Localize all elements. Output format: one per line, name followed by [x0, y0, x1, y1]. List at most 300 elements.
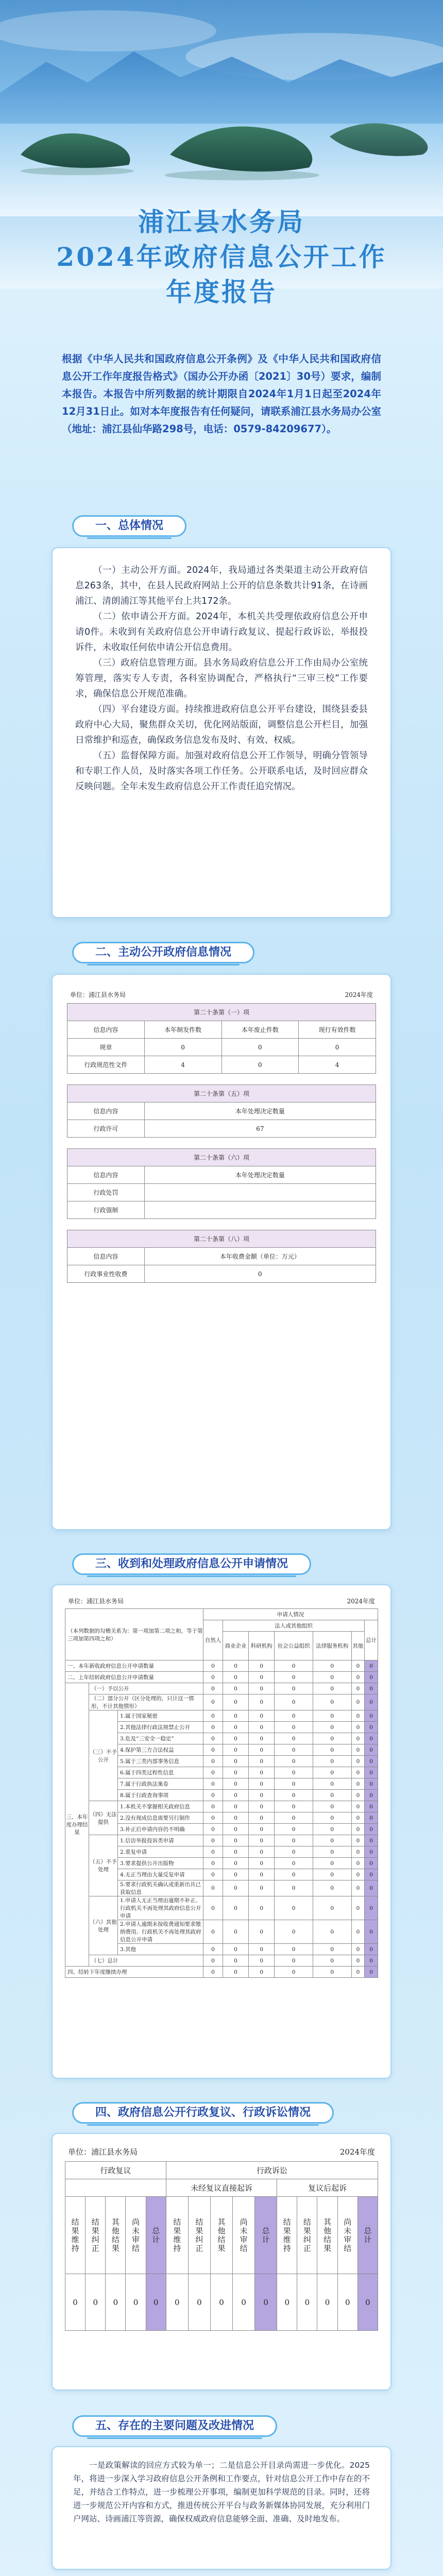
column-header: 本年处理决定数量 [144, 1166, 376, 1184]
table-cell: 0 [223, 1944, 248, 1955]
active-disclosure-card [52, 974, 391, 1530]
table-cell: 0 [365, 1812, 378, 1824]
active-disclosure-table [67, 1003, 376, 1283]
table-cell: 0 [275, 1858, 313, 1869]
table-cell: 0 [365, 1733, 378, 1744]
problems-text: 一是政策解读的回应方式较为单一；二是信息公开目录尚需进一步优化。2025年，将进一步深入学习政府信息公开条例和工作要点，针对信息公开工作中存在的不足，并结合工作特点，进一步梳理公开事项，编制更加科学规范的目录。同时，还将进一步规范公开内容和方式，推进传统公开平台与政务新媒体协同发展，充分利用门户网站、诗画浦江等资源，确保权威政府信息能够全面、准确、及时地发布。 [73, 2461, 370, 2523]
column-header: 尚未审结 [126, 2197, 146, 2274]
table-cell: 0 [249, 1812, 275, 1824]
table-cell: 0 [203, 1869, 223, 1880]
table-cell: 0 [275, 1967, 313, 1978]
row-label: 四、结转下年度继续办理 [65, 1967, 203, 1978]
table-cell: 0 [203, 1733, 223, 1744]
overview-card [52, 547, 391, 918]
table-cell: 0 [365, 1967, 378, 1978]
table-cell: 0 [351, 1710, 365, 1722]
column-group-header: 行政复议 [65, 2162, 166, 2179]
table-cell: 0 [365, 1920, 378, 1944]
column-header: 信息内容 [67, 1103, 145, 1120]
report-title-line2: 2024年政府信息公开工作 [56, 242, 387, 272]
table-cell: 0 [223, 1733, 248, 1744]
table-cell: 0 [223, 1801, 248, 1812]
table-row [65, 1683, 378, 1694]
column-header: 结果维持 [277, 2197, 297, 2274]
table-cell: 0 [275, 1869, 313, 1880]
table-cell: 0 [351, 1672, 365, 1683]
table-cell: 0 [351, 1896, 365, 1920]
report-title-line3: 年度报告 [166, 277, 277, 307]
table-cell: 0 [65, 2274, 86, 2331]
table-meta [65, 1597, 378, 1605]
table-cell: 0 [275, 1846, 313, 1858]
table-cell: 0 [275, 1896, 313, 1920]
table-cell: 0 [203, 1778, 223, 1790]
table-cell: 4 [299, 1056, 376, 1074]
table-cell: 67 [144, 1120, 376, 1138]
column-header: 其他结果 [317, 2197, 337, 2274]
table-cell: 0 [351, 1790, 365, 1801]
table-cell [144, 1184, 376, 1201]
overview-text [75, 563, 368, 794]
table-cell: 0 [144, 1265, 376, 1283]
table-cell: 0 [223, 1660, 248, 1672]
table-cell: 0 [249, 1672, 275, 1683]
row-label: 行政强制 [67, 1201, 145, 1219]
table-cell: 0 [223, 1744, 248, 1756]
row-label: 3.要求提供公开出版物 [118, 1858, 203, 1869]
table-row [65, 1694, 378, 1710]
table-cell: 0 [365, 1880, 378, 1896]
table-cell: 0 [313, 1790, 351, 1801]
row-label: 6.属于四类过程性信息 [118, 1767, 203, 1778]
table-meta [65, 2146, 378, 2157]
table-row [65, 1896, 378, 1920]
column-group-header: 未经复议直接起诉 [166, 2179, 277, 2197]
table-subheader: 第二十条第（五）项 [67, 1085, 376, 1103]
table-cell: 0 [313, 1880, 351, 1896]
table-cell: 0 [275, 1694, 313, 1710]
row-label: （七）总计 [89, 1955, 203, 1967]
table-cell: 0 [146, 2274, 166, 2331]
table-cell: 0 [275, 1683, 313, 1694]
table-cell: 0 [249, 1801, 275, 1812]
row-subgroup-label: （五）不予处理 [89, 1835, 118, 1896]
table-cell: 0 [223, 1955, 248, 1967]
table-cell: 0 [365, 1694, 378, 1710]
column-header: 总计 [365, 1620, 378, 1660]
table-cell: 0 [299, 1039, 376, 1056]
table-cell: 0 [313, 1756, 351, 1767]
section-title-review-lawsuit: 四、政府信息公开行政复议、行政诉讼情况 [72, 2102, 334, 2124]
applications-card [52, 1584, 391, 2079]
applications-table [65, 1608, 378, 1978]
table-cell: 0 [126, 2274, 146, 2331]
overview-paragraph: （四）平台建设方面。持续推进政府信息公开平台建设，围绕县委县政府中心大局，聚焦群众关切，优化网站版面，调整信息公开栏目，加强日常维护和巡查，确保政务信息发布及时、有效、权威。 [75, 704, 368, 745]
table-cell: 0 [275, 1812, 313, 1824]
table-cell: 0 [223, 1790, 248, 1801]
table-cell: 0 [249, 1694, 275, 1710]
overview-paragraph: （五）监督保障方面。加强对政府信息公开工作领导，明确分管领导和专职工作人员，及时落实各项工作任务。公开联系电话，及时回应群众反映问题。全年未发生政府信息公开工作责任追究情况。 [75, 751, 368, 792]
row-label: 1.信访举报投诉类申请 [118, 1835, 203, 1846]
table-cell: 0 [351, 1756, 365, 1767]
table-cell: 0 [351, 1801, 365, 1812]
row-label: 行政事业性收费 [67, 1265, 145, 1283]
section-title-problems: 五、存在的主要问题及改进情况 [72, 2415, 277, 2437]
table-cell: 0 [275, 1778, 313, 1790]
table-cell: 0 [249, 1744, 275, 1756]
table-cell: 0 [275, 1672, 313, 1683]
table-cell: 0 [365, 1722, 378, 1733]
column-header: 总计 [357, 2197, 378, 2274]
table-cell: 0 [313, 1778, 351, 1790]
table-cell: 0 [249, 1767, 275, 1778]
table-row [65, 1835, 378, 1846]
table-cell: 0 [203, 1846, 223, 1858]
table-cell: 0 [275, 1722, 313, 1733]
table-cell: 0 [351, 1683, 365, 1694]
table-cell: 0 [223, 1756, 248, 1767]
column-header: 信息内容 [67, 1166, 145, 1184]
table-cell: 0 [255, 2274, 277, 2331]
row-label: 一、本年新收政府信息公开申请数量 [65, 1660, 203, 1672]
table-row [65, 1660, 378, 1672]
table-cell: 0 [223, 1846, 248, 1858]
table-cell: 0 [313, 1694, 351, 1710]
table-cell: 0 [313, 1920, 351, 1944]
table-cell: 0 [203, 1955, 223, 1967]
table-cell: 0 [203, 1694, 223, 1710]
table-cell: 0 [203, 1944, 223, 1955]
column-header: 现行有效件数 [299, 1021, 376, 1039]
row-subgroup-label: （四）无法提供 [89, 1801, 118, 1835]
table-cell: 0 [222, 1056, 299, 1074]
table-cell: 0 [223, 1694, 248, 1710]
row-label: 1.本机关不掌握相关政府信息 [118, 1801, 203, 1812]
unit-label: 单位：浦江县水务局 [70, 991, 126, 998]
table-cell: 0 [223, 1767, 248, 1778]
table-cell: 0 [203, 1896, 223, 1920]
table-cell: 0 [365, 1756, 378, 1767]
table-cell: 0 [203, 1744, 223, 1756]
table-cell: 0 [249, 1858, 275, 1869]
table-cell: 0 [86, 2274, 106, 2331]
table-cell: 0 [351, 1722, 365, 1733]
row-label: 行政许可 [67, 1120, 145, 1138]
table-cell: 0 [203, 1790, 223, 1801]
row-label: 2.申请人逾期未按收费通知要求缴纳费用、行政机关不再处理其政府信息公开申请 [118, 1920, 203, 1944]
table-spacer [67, 1219, 376, 1230]
table-cell: 0 [249, 1967, 275, 1978]
table-cell: 0 [275, 1733, 313, 1744]
table-cell: 0 [223, 1812, 248, 1824]
table-cell: 0 [313, 1824, 351, 1835]
table-cell: 0 [365, 1660, 378, 1672]
column-group-header: 复议后起诉 [277, 2179, 378, 2197]
row-group-label: 三、本年度办理结果 [65, 1683, 89, 1967]
table-meta [67, 990, 376, 999]
table-cell: 0 [351, 1744, 365, 1756]
table-cell: 0 [249, 1790, 275, 1801]
table-cell [144, 1201, 376, 1219]
table-cell: 0 [275, 1835, 313, 1846]
table-cell: 0 [365, 1683, 378, 1694]
table-cell: 0 [223, 1835, 248, 1846]
table-cell: 0 [313, 1846, 351, 1858]
table-cell: 0 [203, 1756, 223, 1767]
column-group-header: 申请人情况 [203, 1609, 378, 1620]
table-cell: 0 [297, 2274, 317, 2331]
year-label: 2024年度 [345, 991, 373, 998]
row-label: 2.其他法律行政法规禁止公开 [118, 1722, 203, 1733]
row-label: 4.保护第三方合法权益 [118, 1744, 203, 1756]
table-cell: 0 [223, 1710, 248, 1722]
table-cell: 0 [313, 1967, 351, 1978]
column-header: 商业企业 [223, 1632, 248, 1660]
table-cell: 0 [313, 1812, 351, 1824]
table-subheader: 第二十条第（一）项 [67, 1004, 376, 1021]
table-cell: 0 [357, 2274, 378, 2331]
table-cell: 0 [203, 1672, 223, 1683]
review-lawsuit-card [52, 2133, 391, 2391]
table-cell: 0 [351, 1869, 365, 1880]
column-header: 总计 [146, 2197, 166, 2274]
table-spacer [67, 1074, 376, 1085]
row-subgroup-label: （三）不予公开 [89, 1710, 118, 1801]
table-cell: 0 [223, 1778, 248, 1790]
column-group-header: 行政诉讼 [166, 2162, 378, 2179]
table-cell: 0 [351, 1967, 365, 1978]
table-cell: 0 [249, 1824, 275, 1835]
table-cell: 0 [365, 1801, 378, 1812]
table-subheader: 第二十条第（八）项 [67, 1230, 376, 1248]
table-row [65, 1955, 378, 1967]
unit-label: 单位：浦江县水务局 [68, 1598, 124, 1605]
table-cell: 4 [144, 1056, 222, 1074]
column-header: 其他结果 [210, 2197, 232, 2274]
row-label: 7.属于行政执法案卷 [118, 1778, 203, 1790]
table-cell: 0 [203, 1858, 223, 1869]
table-cell: 0 [275, 1744, 313, 1756]
table-cell: 0 [313, 1858, 351, 1869]
column-header: 法律服务机构 [313, 1632, 351, 1660]
column-header: 结果纠正 [86, 2197, 106, 2274]
table-cell: 0 [313, 1733, 351, 1744]
column-header: 其他 [351, 1632, 365, 1660]
table-cell: 0 [203, 1660, 223, 1672]
column-header: 尚未审结 [337, 2197, 357, 2274]
table-cell: 0 [249, 1955, 275, 1967]
table-cell: 0 [223, 1722, 248, 1733]
table-cell: 0 [365, 1896, 378, 1920]
section-title-overview: 一、总体情况 [72, 515, 186, 537]
column-group-header: 法人或其他组织 [223, 1620, 364, 1632]
table-cell: 0 [249, 1733, 275, 1744]
intro-paragraph: 根据《中华人民共和国政府信息公开条例》及《中华人民共和国政府信息公开工作年度报告格式》（国办公开办函〔2021〕30号）要求，编制本报告。本报告中所列数据的统计期限自2024年1月1日起至2024年12月31日止。如对本年度报告有任何疑问，请联系浦江县水务局办公室（地址：浦江县仙华路298号，电话：0579-84209677）。 [62, 353, 381, 435]
row-label: 规章 [67, 1039, 145, 1056]
column-header: 本年废止件数 [222, 1021, 299, 1039]
table-cell: 0 [249, 1869, 275, 1880]
table-cell: 0 [365, 1846, 378, 1858]
table-cell: 0 [249, 1778, 275, 1790]
table-row [65, 1672, 378, 1683]
column-header: 本年制发件数 [144, 1021, 222, 1039]
row-label: 二、上年结转政府信息公开申请数量 [65, 1672, 203, 1683]
table-cell: 0 [313, 1835, 351, 1846]
table-cell: 0 [365, 1835, 378, 1846]
row-label: 8.属于行政查询事项 [118, 1790, 203, 1801]
problems-card [52, 2446, 391, 2570]
table-cell: 0 [223, 1967, 248, 1978]
section-title-active-disclosure: 二、主动公开政府信息情况 [72, 942, 254, 963]
table-row [65, 1967, 378, 1978]
table-cell: 0 [277, 2274, 297, 2331]
table-cell: 0 [275, 1756, 313, 1767]
table-cell: 0 [223, 1858, 248, 1869]
table-cell: 0 [249, 1846, 275, 1858]
review-spacer [65, 2179, 166, 2197]
row-label: 行政处罚 [67, 1184, 145, 1201]
table-cell: 0 [313, 1660, 351, 1672]
problems-text-wrap [73, 2459, 370, 2526]
overview-paragraph: （二）依申请公开方面。2024年，本机关共受理依政府信息公开申请0件。未收到有关政府信息公开申请行政复议、提起行政诉讼，举报投诉件，未收取任何依申请公开信息费用。 [75, 612, 368, 653]
table-cell: 0 [365, 1824, 378, 1835]
table-cell: 0 [249, 1660, 275, 1672]
table-cell: 0 [223, 1683, 248, 1694]
table-cell: 0 [166, 2274, 188, 2331]
row-label: 1.申请人无正当理由逾期不补正、行政机关不再处理其政府信息公开申请 [118, 1896, 203, 1920]
table-cell: 0 [313, 1869, 351, 1880]
table-cell: 0 [351, 1812, 365, 1824]
table-cell: 0 [275, 1824, 313, 1835]
table-cell: 0 [351, 1955, 365, 1967]
table-cell: 0 [275, 1920, 313, 1944]
row-label: 4.无正当理由大量反复申请 [118, 1869, 203, 1880]
table-cell: 0 [351, 1880, 365, 1896]
section-title-applications: 三、收到和处理政府信息公开申请情况 [72, 1553, 311, 1575]
table-cell: 0 [203, 1880, 223, 1896]
table-cell: 0 [203, 1835, 223, 1846]
table-cell: 0 [275, 1767, 313, 1778]
table-cell: 0 [313, 1710, 351, 1722]
table-cell: 0 [275, 1880, 313, 1896]
table-cell: 0 [233, 2274, 255, 2331]
table-cell: 0 [223, 1920, 248, 1944]
table-cell: 0 [365, 1744, 378, 1756]
column-header: 总计 [255, 2197, 277, 2274]
table-cell: 0 [223, 1672, 248, 1683]
table-cell: 0 [203, 1683, 223, 1694]
table-cell: 0 [313, 1683, 351, 1694]
table-cell: 0 [223, 1824, 248, 1835]
table-cell: 0 [365, 1767, 378, 1778]
table-cell: 0 [351, 1920, 365, 1944]
table-cell: 0 [351, 1944, 365, 1955]
table-cell: 0 [203, 1767, 223, 1778]
column-header: 本年处理决定数量 [144, 1103, 376, 1120]
column-header: 科研机构 [249, 1632, 275, 1660]
table-cell: 0 [351, 1778, 365, 1790]
table-cell: 0 [365, 1790, 378, 1801]
table-cell: 0 [351, 1733, 365, 1744]
overview-paragraph: （一）主动公开方面。2024年，我局通过各类渠道主动公开政府信息263条，其中，在县人民政府网站上公开的信息条数共计91条，在诗画浦江、清朗浦江等其他平台上共172条。 [75, 565, 368, 606]
table-cell: 0 [365, 1944, 378, 1955]
table-cell: 0 [249, 1722, 275, 1733]
table-cell: 0 [223, 1896, 248, 1920]
column-header: 其他结果 [106, 2197, 126, 2274]
table-cell: 0 [313, 1744, 351, 1756]
table-cell: 0 [365, 1710, 378, 1722]
table-cell: 0 [365, 1858, 378, 1869]
table-cell: 0 [275, 1790, 313, 1801]
row-label: 2.重复申请 [118, 1846, 203, 1858]
unit-label: 单位：浦江县水务局 [68, 2147, 138, 2157]
row-subgroup-label: （六）其他处理 [89, 1896, 118, 1955]
table-cell: 0 [365, 1869, 378, 1880]
table-cell: 0 [275, 1944, 313, 1955]
table-cell: 0 [249, 1896, 275, 1920]
table-cell: 0 [365, 1955, 378, 1967]
table-cell: 0 [313, 1896, 351, 1920]
row-label: 1.属于国家秘密 [118, 1710, 203, 1722]
column-header: 自然人 [203, 1620, 223, 1660]
table-row [65, 1710, 378, 1722]
table-cell: 0 [275, 1710, 313, 1722]
table-cell: 0 [223, 1869, 248, 1880]
table-cell: 0 [313, 1767, 351, 1778]
table-cell: 0 [275, 1660, 313, 1672]
table-cell: 0 [106, 2274, 126, 2331]
table-subheader: 第二十条第（六）项 [67, 1149, 376, 1166]
column-header: 结果纠正 [188, 2197, 210, 2274]
table-cell: 0 [313, 1801, 351, 1812]
table-cell: 0 [351, 1846, 365, 1858]
table-cell: 0 [313, 1672, 351, 1683]
table-cell: 0 [249, 1880, 275, 1896]
row-label: 3.危及“三安全一稳定” [118, 1733, 203, 1744]
row-label: 5.要求行政机关确认或重新出具已获取信息 [118, 1880, 203, 1896]
row-label: 2.没有现成信息需要另行制作 [118, 1812, 203, 1824]
table-cell: 0 [203, 1801, 223, 1812]
table-cell: 0 [275, 1955, 313, 1967]
table-cell: 0 [365, 1672, 378, 1683]
table-cell: 0 [337, 2274, 357, 2331]
table-spacer [67, 1138, 376, 1149]
row-label: 行政规范性文件 [67, 1056, 145, 1074]
table-cell: 0 [275, 1801, 313, 1812]
table-cell: 0 [188, 2274, 210, 2331]
table-cell: 0 [351, 1767, 365, 1778]
table-cell: 0 [222, 1039, 299, 1056]
table-cell: 0 [313, 1955, 351, 1967]
column-header: 结果维持 [166, 2197, 188, 2274]
column-header: 信息内容 [67, 1021, 145, 1039]
row-label: 3.补正后申请内容仍不明确 [118, 1824, 203, 1835]
table-cell: 0 [203, 1710, 223, 1722]
review-lawsuit-table [65, 2161, 378, 2331]
report-title-line1: 浦江县水务局 [138, 207, 305, 237]
column-header: 社会公益组织 [275, 1632, 313, 1660]
year-label: 2024年度 [339, 2147, 375, 2157]
table-cell: 0 [317, 2274, 337, 2331]
table-cell: 0 [249, 1835, 275, 1846]
table-row [65, 1801, 378, 1812]
column-header: 信息内容 [67, 1248, 145, 1265]
table-cell: 0 [203, 1920, 223, 1944]
table-cell: 0 [203, 1812, 223, 1824]
table-cell: 0 [203, 1967, 223, 1978]
table-cell: 0 [249, 1710, 275, 1722]
table-cell: 0 [365, 1778, 378, 1790]
